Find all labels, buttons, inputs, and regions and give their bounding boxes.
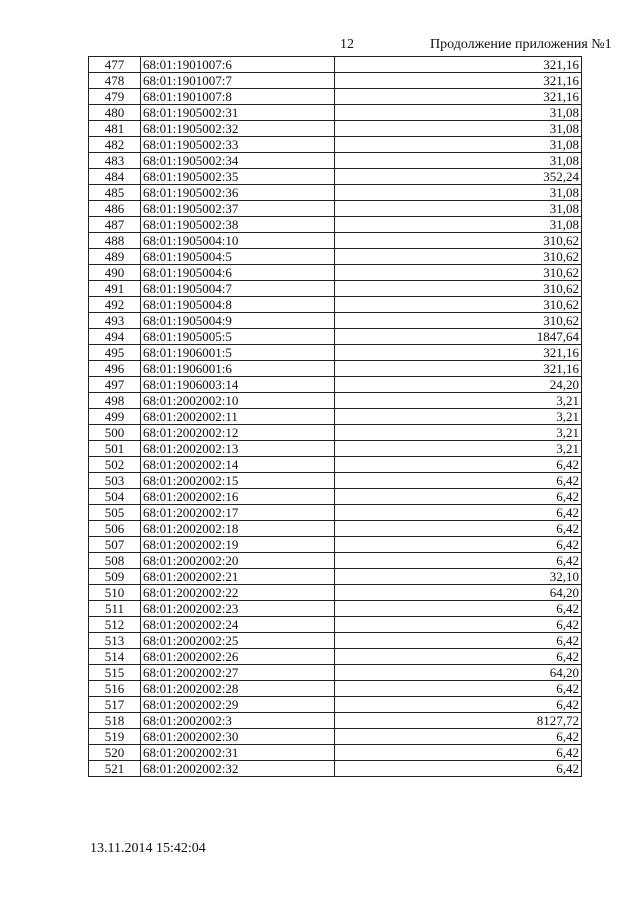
value-cell: 3,21 — [335, 393, 582, 409]
value-cell: 6,42 — [335, 617, 582, 633]
row-number-cell: 482 — [89, 137, 141, 153]
value-cell: 6,42 — [335, 553, 582, 569]
row-number-cell: 511 — [89, 601, 141, 617]
row-number-cell: 509 — [89, 569, 141, 585]
value-cell: 3,21 — [335, 441, 582, 457]
table-row — [89, 361, 582, 377]
table-row — [89, 649, 582, 665]
table-row — [89, 681, 582, 697]
table-row — [89, 281, 582, 297]
row-number-cell: 487 — [89, 217, 141, 233]
row-number-cell: 492 — [89, 297, 141, 313]
cadastral-number-cell: 68:01:1905002:37 — [141, 201, 335, 217]
cadastral-number-cell: 68:01:2002002:21 — [141, 569, 335, 585]
cadastral-number-cell: 68:01:1905004:6 — [141, 265, 335, 281]
table-row — [89, 617, 582, 633]
table-row — [89, 745, 582, 761]
cadastral-number-cell: 68:01:2002002:16 — [141, 489, 335, 505]
cadastral-number-cell: 68:01:2002002:11 — [141, 409, 335, 425]
cadastral-number-cell: 68:01:1906001:6 — [141, 361, 335, 377]
value-cell: 8127,72 — [335, 713, 582, 729]
table-row — [89, 297, 582, 313]
row-number-cell: 477 — [89, 57, 141, 73]
cadastral-table-body — [89, 57, 582, 777]
row-number-cell: 501 — [89, 441, 141, 457]
value-cell: 6,42 — [335, 457, 582, 473]
row-number-cell: 502 — [89, 457, 141, 473]
row-number-cell: 516 — [89, 681, 141, 697]
cadastral-number-cell: 68:01:2002002:30 — [141, 729, 335, 745]
table-row — [89, 393, 582, 409]
cadastral-number-cell: 68:01:2002002:23 — [141, 601, 335, 617]
cadastral-number-cell: 68:01:1905002:38 — [141, 217, 335, 233]
table-row — [89, 89, 582, 105]
row-number-cell: 480 — [89, 105, 141, 121]
value-cell: 321,16 — [335, 89, 582, 105]
cadastral-number-cell: 68:01:2002002:3 — [141, 713, 335, 729]
value-cell: 31,08 — [335, 137, 582, 153]
table-row — [89, 121, 582, 137]
cadastral-number-cell: 68:01:2002002:18 — [141, 521, 335, 537]
table-row — [89, 585, 582, 601]
cadastral-number-cell: 68:01:1905004:9 — [141, 313, 335, 329]
value-cell: 31,08 — [335, 153, 582, 169]
cadastral-number-cell: 68:01:1905004:7 — [141, 281, 335, 297]
cadastral-number-cell: 68:01:1905002:33 — [141, 137, 335, 153]
value-cell: 6,42 — [335, 761, 582, 777]
table-row — [89, 505, 582, 521]
cadastral-number-cell: 68:01:1905002:32 — [141, 121, 335, 137]
cadastral-number-cell: 68:01:2002002:27 — [141, 665, 335, 681]
cadastral-number-cell: 68:01:2002002:24 — [141, 617, 335, 633]
table-row — [89, 153, 582, 169]
table-row — [89, 233, 582, 249]
table-row — [89, 249, 582, 265]
row-number-cell: 484 — [89, 169, 141, 185]
cadastral-number-cell: 68:01:2002002:13 — [141, 441, 335, 457]
table-row — [89, 601, 582, 617]
row-number-cell: 491 — [89, 281, 141, 297]
cadastral-number-cell: 68:01:2002002:31 — [141, 745, 335, 761]
row-number-cell: 485 — [89, 185, 141, 201]
table-row — [89, 537, 582, 553]
table-row — [89, 201, 582, 217]
value-cell: 64,20 — [335, 585, 582, 601]
table-row — [89, 105, 582, 121]
value-cell: 310,62 — [335, 281, 582, 297]
value-cell: 310,62 — [335, 297, 582, 313]
row-number-cell: 489 — [89, 249, 141, 265]
cadastral-number-cell: 68:01:1905005:5 — [141, 329, 335, 345]
row-number-cell: 519 — [89, 729, 141, 745]
value-cell: 6,42 — [335, 537, 582, 553]
cadastral-number-cell: 68:01:1905004:10 — [141, 233, 335, 249]
row-number-cell: 500 — [89, 425, 141, 441]
table-row — [89, 217, 582, 233]
cadastral-number-cell: 68:01:1905002:35 — [141, 169, 335, 185]
row-number-cell: 505 — [89, 505, 141, 521]
table-row — [89, 729, 582, 745]
row-number-cell: 512 — [89, 617, 141, 633]
row-number-cell: 496 — [89, 361, 141, 377]
cadastral-number-cell: 68:01:1906003:14 — [141, 377, 335, 393]
cadastral-number-cell: 68:01:2002002:28 — [141, 681, 335, 697]
value-cell: 321,16 — [335, 57, 582, 73]
row-number-cell: 488 — [89, 233, 141, 249]
table-row — [89, 313, 582, 329]
row-number-cell: 520 — [89, 745, 141, 761]
cadastral-number-cell: 68:01:2002002:10 — [141, 393, 335, 409]
value-cell: 321,16 — [335, 345, 582, 361]
table-row — [89, 713, 582, 729]
row-number-cell: 490 — [89, 265, 141, 281]
cadastral-number-cell: 68:01:2002002:12 — [141, 425, 335, 441]
row-number-cell: 493 — [89, 313, 141, 329]
value-cell: 3,21 — [335, 409, 582, 425]
table-row — [89, 553, 582, 569]
row-number-cell: 481 — [89, 121, 141, 137]
value-cell: 6,42 — [335, 473, 582, 489]
row-number-cell: 506 — [89, 521, 141, 537]
value-cell: 31,08 — [335, 121, 582, 137]
table-row — [89, 489, 582, 505]
table-row — [89, 409, 582, 425]
cadastral-number-cell: 68:01:2002002:15 — [141, 473, 335, 489]
table-row — [89, 329, 582, 345]
table-row — [89, 377, 582, 393]
value-cell: 6,42 — [335, 489, 582, 505]
cadastral-number-cell: 68:01:1905004:8 — [141, 297, 335, 313]
row-number-cell: 495 — [89, 345, 141, 361]
cadastral-number-cell: 68:01:2002002:19 — [141, 537, 335, 553]
value-cell: 64,20 — [335, 665, 582, 681]
value-cell: 6,42 — [335, 729, 582, 745]
cadastral-number-cell: 68:01:2002002:17 — [141, 505, 335, 521]
cadastral-number-cell: 68:01:1905002:34 — [141, 153, 335, 169]
table-row — [89, 265, 582, 281]
cadastral-table-wrap — [88, 56, 582, 777]
value-cell: 310,62 — [335, 233, 582, 249]
row-number-cell: 503 — [89, 473, 141, 489]
cadastral-number-cell: 68:01:2002002:25 — [141, 633, 335, 649]
cadastral-number-cell: 68:01:1906001:5 — [141, 345, 335, 361]
table-row — [89, 457, 582, 473]
cadastral-number-cell: 68:01:1901007:7 — [141, 73, 335, 89]
value-cell: 6,42 — [335, 681, 582, 697]
row-number-cell: 514 — [89, 649, 141, 665]
table-row — [89, 697, 582, 713]
table-row — [89, 633, 582, 649]
value-cell: 1847,64 — [335, 329, 582, 345]
value-cell: 6,42 — [335, 601, 582, 617]
row-number-cell: 478 — [89, 73, 141, 89]
cadastral-number-cell: 68:01:2002002:14 — [141, 457, 335, 473]
row-number-cell: 504 — [89, 489, 141, 505]
row-number-cell: 515 — [89, 665, 141, 681]
value-cell: 310,62 — [335, 313, 582, 329]
value-cell: 6,42 — [335, 745, 582, 761]
row-number-cell: 521 — [89, 761, 141, 777]
continuation-title: Продолжение приложения №1 — [430, 37, 612, 52]
row-number-cell: 518 — [89, 713, 141, 729]
cadastral-number-cell: 68:01:1905004:5 — [141, 249, 335, 265]
value-cell: 321,16 — [335, 361, 582, 377]
value-cell: 321,16 — [335, 73, 582, 89]
row-number-cell: 513 — [89, 633, 141, 649]
table-row — [89, 57, 582, 73]
value-cell: 3,21 — [335, 425, 582, 441]
value-cell: 352,24 — [335, 169, 582, 185]
cadastral-number-cell: 68:01:1901007:6 — [141, 57, 335, 73]
row-number-cell: 494 — [89, 329, 141, 345]
row-number-cell: 483 — [89, 153, 141, 169]
table-row — [89, 569, 582, 585]
print-timestamp: 13.11.2014 15:42:04 — [90, 841, 206, 856]
page-number: 12 — [340, 37, 354, 52]
value-cell: 6,42 — [335, 633, 582, 649]
table-row — [89, 345, 582, 361]
value-cell: 32,10 — [335, 569, 582, 585]
value-cell: 31,08 — [335, 185, 582, 201]
cadastral-number-cell: 68:01:1905002:31 — [141, 105, 335, 121]
row-number-cell: 508 — [89, 553, 141, 569]
row-number-cell: 517 — [89, 697, 141, 713]
table-row — [89, 425, 582, 441]
cadastral-number-cell: 68:01:2002002:26 — [141, 649, 335, 665]
cadastral-number-cell: 68:01:2002002:32 — [141, 761, 335, 777]
row-number-cell: 510 — [89, 585, 141, 601]
table-row — [89, 441, 582, 457]
value-cell: 6,42 — [335, 697, 582, 713]
table-row — [89, 521, 582, 537]
cadastral-number-cell: 68:01:1901007:8 — [141, 89, 335, 105]
cadastral-number-cell: 68:01:2002002:22 — [141, 585, 335, 601]
table-row — [89, 137, 582, 153]
table-row — [89, 761, 582, 777]
cadastral-number-cell: 68:01:2002002:20 — [141, 553, 335, 569]
value-cell: 310,62 — [335, 249, 582, 265]
row-number-cell: 499 — [89, 409, 141, 425]
cadastral-number-cell: 68:01:1905002:36 — [141, 185, 335, 201]
value-cell: 24,20 — [335, 377, 582, 393]
value-cell: 6,42 — [335, 505, 582, 521]
row-number-cell: 497 — [89, 377, 141, 393]
row-number-cell: 507 — [89, 537, 141, 553]
row-number-cell: 486 — [89, 201, 141, 217]
value-cell: 6,42 — [335, 521, 582, 537]
row-number-cell: 479 — [89, 89, 141, 105]
table-row — [89, 169, 582, 185]
value-cell: 310,62 — [335, 265, 582, 281]
table-row — [89, 185, 582, 201]
table-row — [89, 473, 582, 489]
value-cell: 31,08 — [335, 105, 582, 121]
table-row — [89, 73, 582, 89]
cadastral-number-cell: 68:01:2002002:29 — [141, 697, 335, 713]
row-number-cell: 498 — [89, 393, 141, 409]
value-cell: 31,08 — [335, 201, 582, 217]
value-cell: 6,42 — [335, 649, 582, 665]
value-cell: 31,08 — [335, 217, 582, 233]
cadastral-table — [88, 56, 582, 777]
table-row — [89, 665, 582, 681]
